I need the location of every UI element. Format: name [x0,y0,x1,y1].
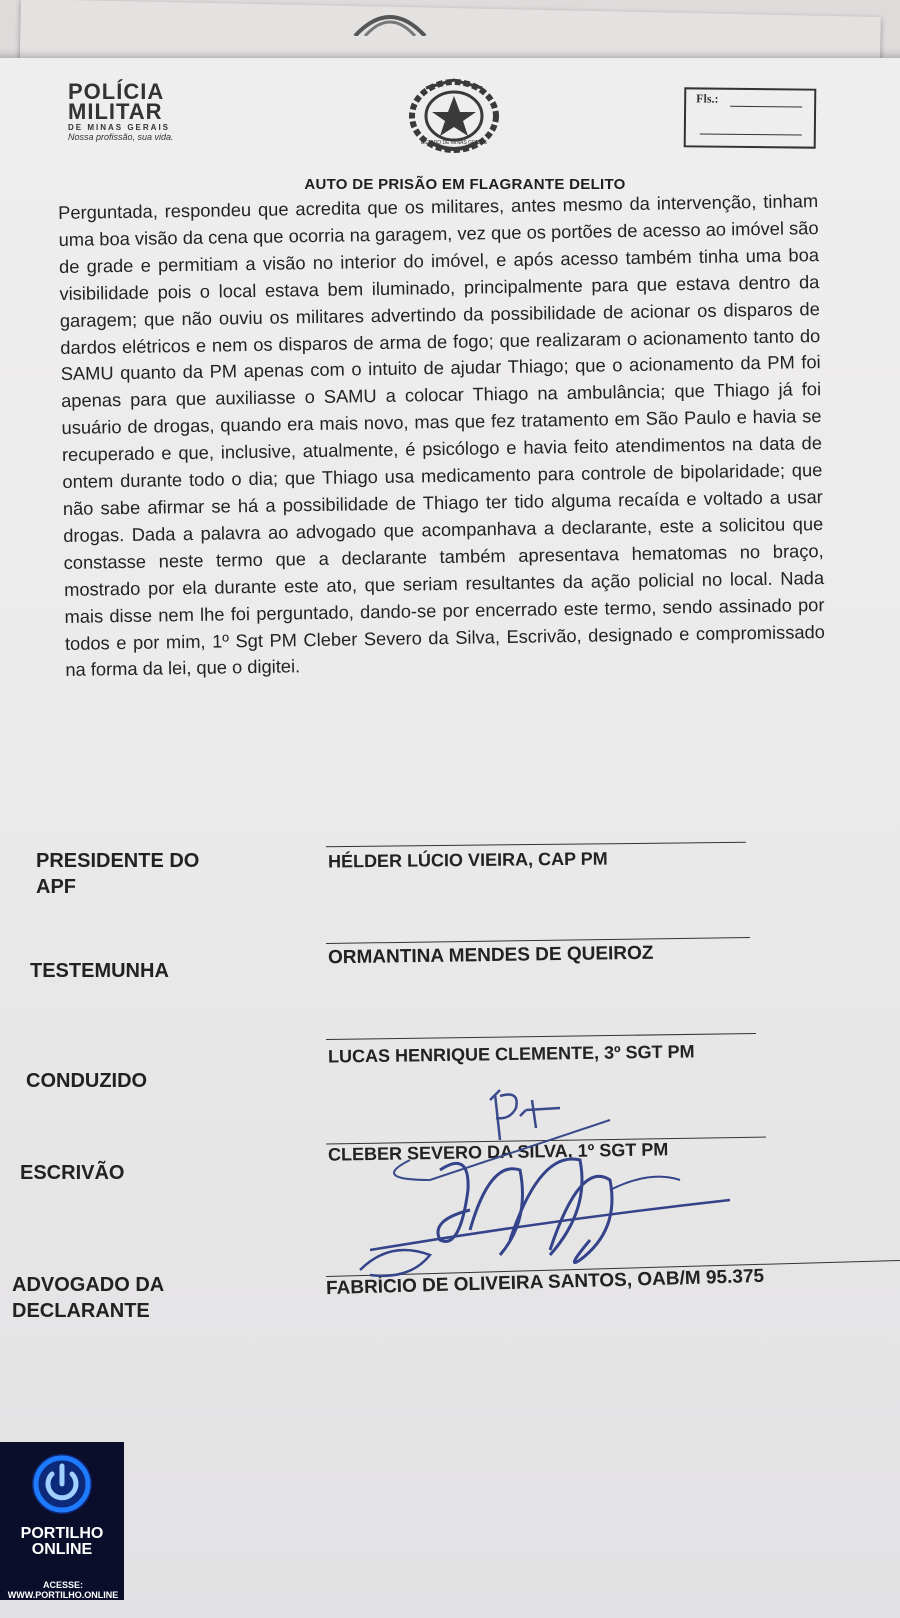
signer-name: CLEBER SEVERO DA SILVA, 1º SGT PM [327,1139,669,1165]
signer-name: ORMANTINA MENDES DE QUEIROZ [327,942,654,969]
signature-role: CONDUZIDO [26,1070,148,1092]
svg-text:ESTADO DE MINAS GERAIS: ESTADO DE MINAS GERAIS [420,140,488,146]
signer-name: LUCAS HENRIQUE CLEMENTE, 3º SGT PM [327,1041,695,1067]
logo-subtext: DE MINAS GERAIS [68,123,171,132]
document-title: AUTO DE PRISÃO EM FLAGRANTE DELITO [304,176,626,193]
power-icon [30,1452,94,1516]
logo-text: POLÍCIA [68,79,165,104]
fls-line [730,106,802,108]
logo-slogan: Nossa profissão, sua vida. [68,132,174,142]
signature-role: ADVOGADO DA DECLARANTE [12,1274,165,1322]
watermark-title: PORTILHO ONLINE [20,1525,104,1558]
pmmg-logo [68,79,208,142]
logo-text: MILITAR [68,99,163,124]
page-number-box [684,87,817,148]
signer-name: FABRÍCIO DE OLIVEIRA SANTOS, OAB/M 95.375 [325,1265,765,1300]
signature-role: PRESIDENTE DO APF [36,850,200,898]
signature-role: TESTEMUNHA [30,960,169,982]
portilho-online-watermark [0,1442,124,1600]
emblem-icon [350,6,430,36]
signer-name: HÉLDER LÚCIO VIEIRA, CAP PM [327,848,608,872]
signature-role: ESCRIVÃO [20,1162,125,1184]
document-body: Perguntada, respondeu que acredita que os militares, antes mesmo da intervenção, tinham uma boa visão da cena que ocorria na garagem, vez que os portões de acesso ao imóvel são de grade e permitiam a visão no interior do imóvel, e após acesso também tinha uma boa visibilidade pois o local estava bem iluminado, principalmente para que estava dentro da garagem; que não ouviu os militares advertindo da possibilidade de acionar os disparos de dardos elétricos e nem os disparos de arma de fogo; que realizaram o acionamento tanto do SAMU quanto da PM apenas com o intuito de ajudar Thiago; que o acionamento da PM foi apenas para que auxiliasse o SAMU a colocar Thiago na ambulância; que Thiago já foi usuário de drogas, quando era mais novo, mas que fez tratamento em São Paulo e havia se recuperado e que, inclusive, atualmente, é psicólogo e havia feito atendimentos na data de ontem durante todo o dia; que Thiago usa medicamento para controle de bipolaridade; que não sabe afirmar se há a possibilidade de Thiago ter tido alguma recaída e voltado a usar drogas. Dada a palavra ao advogado que acompanhava a declarante, este a solicitou que constasse neste termo que a declarante também apresentava hematomas no braço, mostrado por ela durante este ato, que seriam resultantes da ação policial no local. Nada mais disse nem lhe foi perguntado, dando-se por encerrado este termo, sendo assinado por todos e por mim, 1º Sgt PM Cleber Severo da Silva, Escrivão, designado e compromissado na forma da lei, que o digitei. [58,190,826,681]
fls-line [700,133,802,135]
state-coat-of-arms-icon [408,78,500,160]
handwritten-signature [350,1080,770,1310]
fls-label: Fls.: [696,91,719,106]
watermark-url: ACESSE: WWW.PORTILHO.ONLINE [7,1580,119,1600]
